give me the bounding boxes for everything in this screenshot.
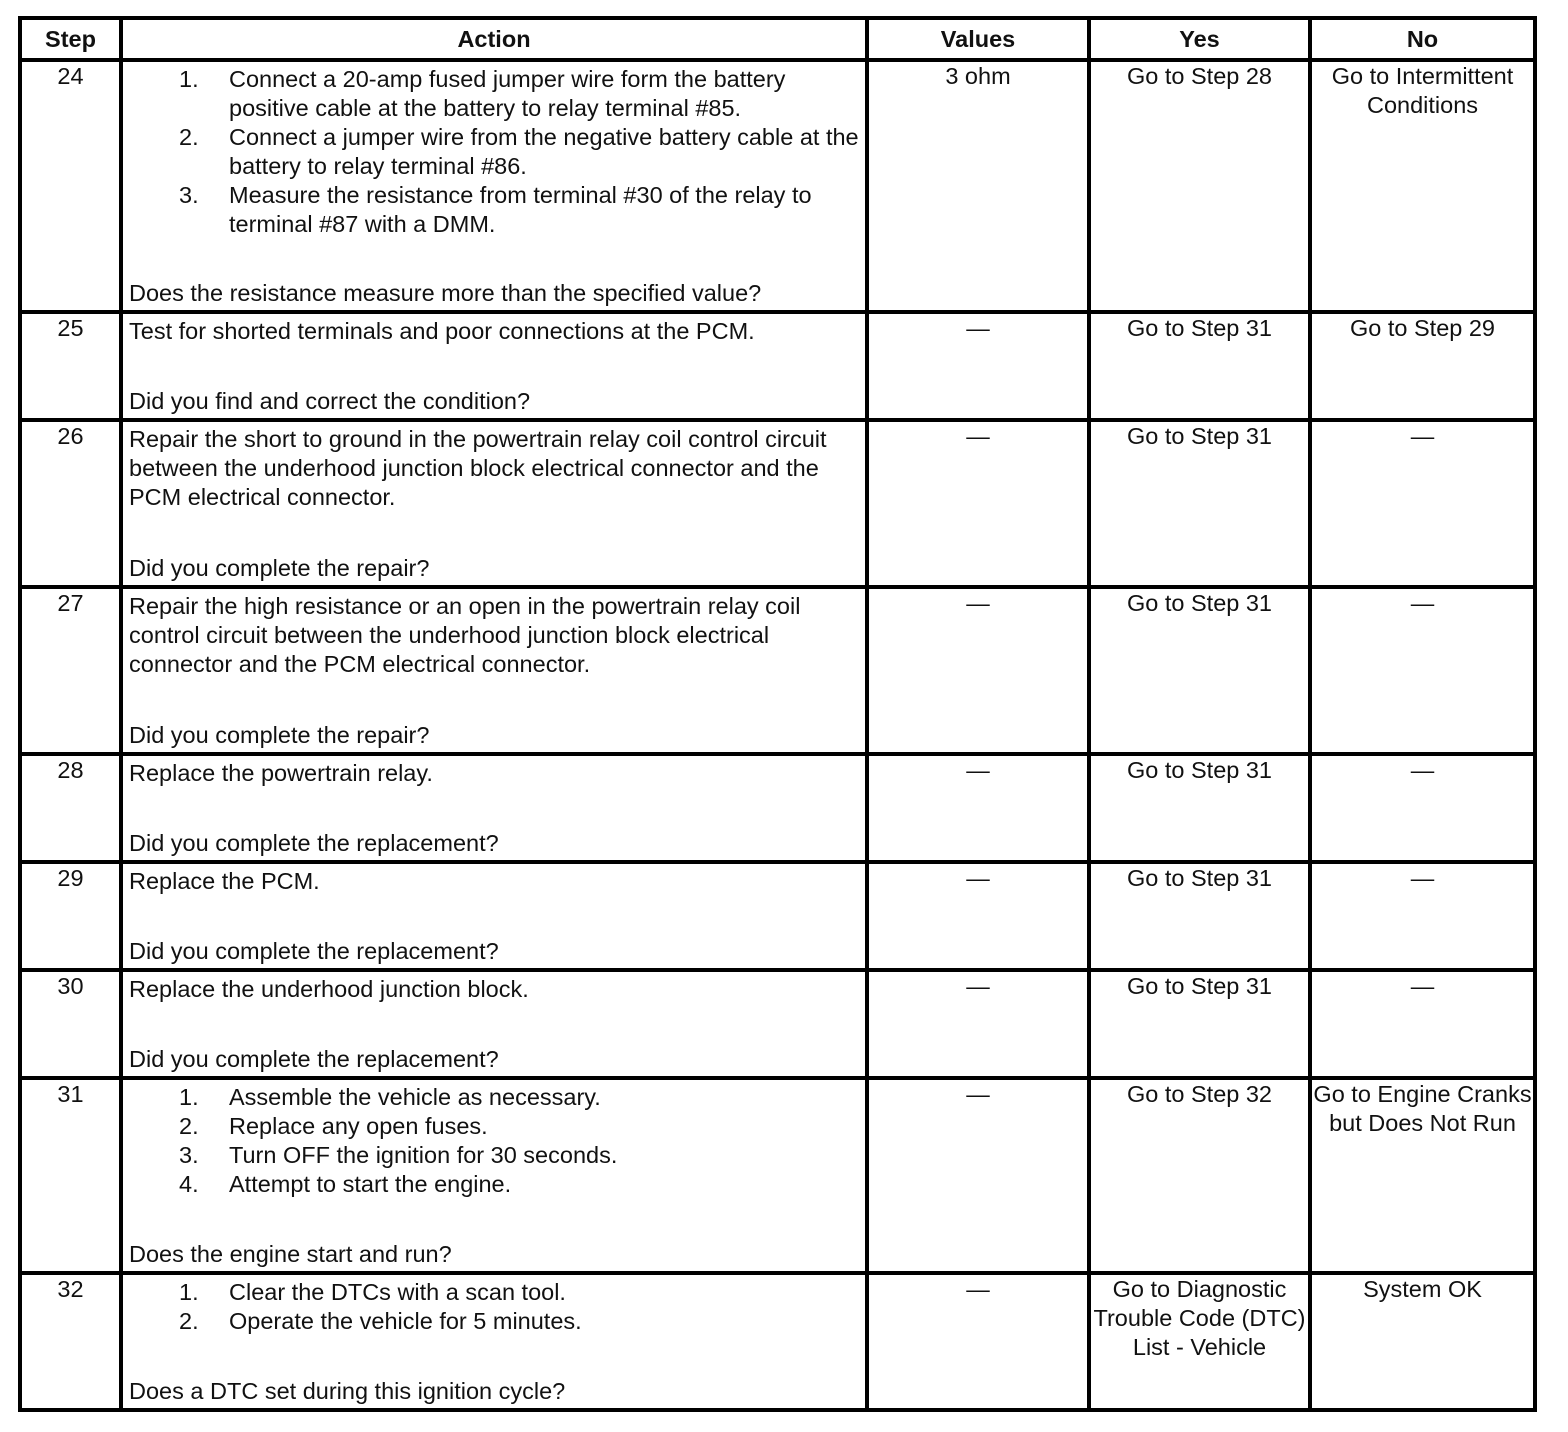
header-yes: Yes (1089, 18, 1310, 60)
action-steps-list (129, 65, 859, 239)
action-cell (121, 420, 867, 587)
values-cell: — (867, 420, 1089, 587)
no-cell: System OK (1310, 1273, 1535, 1410)
step-number: 26 (20, 420, 121, 587)
table-row (20, 862, 1535, 970)
no-cell: Go to Intermittent Conditions (1310, 60, 1535, 312)
table-row (20, 1273, 1535, 1410)
no-cell: — (1310, 754, 1535, 862)
no-cell: — (1310, 420, 1535, 587)
no-cell: — (1310, 587, 1535, 754)
values-cell: — (867, 1078, 1089, 1273)
step-number: 28 (20, 754, 121, 862)
action-instruction: Replace the underhood junction block. (129, 976, 529, 1002)
step-number: 25 (20, 312, 121, 420)
yes-cell: Go to Step 31 (1089, 862, 1310, 970)
yes-cell: Go to Step 31 (1089, 420, 1310, 587)
values-cell: 3 ohm (867, 60, 1089, 312)
table-row (20, 587, 1535, 754)
action-cell (121, 970, 867, 1078)
action-instruction: Replace the PCM. (129, 868, 320, 894)
action-question: Did you complete the replacement? (129, 830, 499, 856)
yes-cell: Go to Diagnostic Trouble Code (DTC) List - Vehicle (1089, 1273, 1310, 1410)
action-instruction: Repair the short to ground in the powertrain relay coil control circuit between the underhood junction block electrical connector and the PCM electrical connector. (129, 426, 827, 510)
values-cell: — (867, 970, 1089, 1078)
action-instruction: Test for shorted terminals and poor connections at the PCM. (129, 318, 755, 344)
action-question: Did you complete the repair? (129, 722, 430, 748)
step-number: 29 (20, 862, 121, 970)
action-steps-list (129, 1083, 859, 1199)
step-number: 27 (20, 587, 121, 754)
diagnostic-table (18, 16, 1537, 1412)
step-number: 32 (20, 1273, 121, 1410)
yes-cell: Go to Step 31 (1089, 587, 1310, 754)
yes-cell: Go to Step 28 (1089, 60, 1310, 312)
list-item: 2. Replace any open fuses. (179, 1113, 488, 1139)
action-question: Does the resistance measure more than the specified value? (129, 280, 762, 306)
header-no: No (1310, 18, 1535, 60)
values-cell: — (867, 587, 1089, 754)
list-item: 3. Turn OFF the ignition for 30 seconds. (179, 1142, 618, 1168)
header-row (20, 18, 1535, 60)
list-item: 2. Connect a jumper wire from the negative battery cable at the battery to relay terminal #86. (179, 124, 859, 179)
list-item: 4. Attempt to start the engine. (179, 1171, 512, 1197)
no-cell: Go to Engine Cranks but Does Not Run (1310, 1078, 1535, 1273)
action-cell (121, 60, 867, 312)
yes-cell: Go to Step 32 (1089, 1078, 1310, 1273)
action-question: Did you complete the replacement? (129, 938, 499, 964)
yes-cell: Go to Step 31 (1089, 754, 1310, 862)
values-cell: — (867, 1273, 1089, 1410)
header-values: Values (867, 18, 1089, 60)
action-cell (121, 587, 867, 754)
list-item: 2. Operate the vehicle for 5 minutes. (179, 1308, 582, 1334)
yes-cell: Go to Step 31 (1089, 312, 1310, 420)
table-row (20, 1078, 1535, 1273)
table-row (20, 970, 1535, 1078)
step-number: 31 (20, 1078, 121, 1273)
values-cell: — (867, 862, 1089, 970)
step-number: 24 (20, 60, 121, 312)
table-row (20, 60, 1535, 312)
action-cell (121, 862, 867, 970)
action-instruction: Repair the high resistance or an open in the powertrain relay coil control circuit between the underhood junction block electrical connector and the PCM electrical connector. (129, 593, 801, 677)
action-question: Did you find and correct the condition? (129, 388, 531, 414)
action-instruction: Replace the powertrain relay. (129, 760, 433, 786)
table-row (20, 420, 1535, 587)
values-cell: — (867, 312, 1089, 420)
action-question: Did you complete the replacement? (129, 1046, 499, 1072)
list-item: 3. Measure the resistance from terminal #30 of the relay to terminal #87 with a DMM. (179, 182, 812, 237)
header-step: Step (20, 18, 121, 60)
step-number: 30 (20, 970, 121, 1078)
header-action: Action (121, 18, 867, 60)
list-item: 1. Connect a 20-amp fused jumper wire form the battery positive cable at the battery to relay terminal #85. (179, 66, 786, 121)
yes-cell: Go to Step 31 (1089, 970, 1310, 1078)
action-cell (121, 1078, 867, 1273)
action-steps-list (129, 1278, 859, 1336)
action-cell (121, 754, 867, 862)
list-item: 1. Assemble the vehicle as necessary. (179, 1084, 601, 1110)
list-item: 1. Clear the DTCs with a scan tool. (179, 1279, 566, 1305)
values-cell: — (867, 754, 1089, 862)
table-row (20, 754, 1535, 862)
action-question: Does the engine start and run? (129, 1241, 452, 1267)
action-cell (121, 1273, 867, 1410)
action-cell (121, 312, 867, 420)
action-question: Did you complete the repair? (129, 555, 430, 581)
no-cell: — (1310, 970, 1535, 1078)
no-cell: Go to Step 29 (1310, 312, 1535, 420)
action-question: Does a DTC set during this ignition cycle? (129, 1378, 566, 1404)
table-row (20, 312, 1535, 420)
no-cell: — (1310, 862, 1535, 970)
